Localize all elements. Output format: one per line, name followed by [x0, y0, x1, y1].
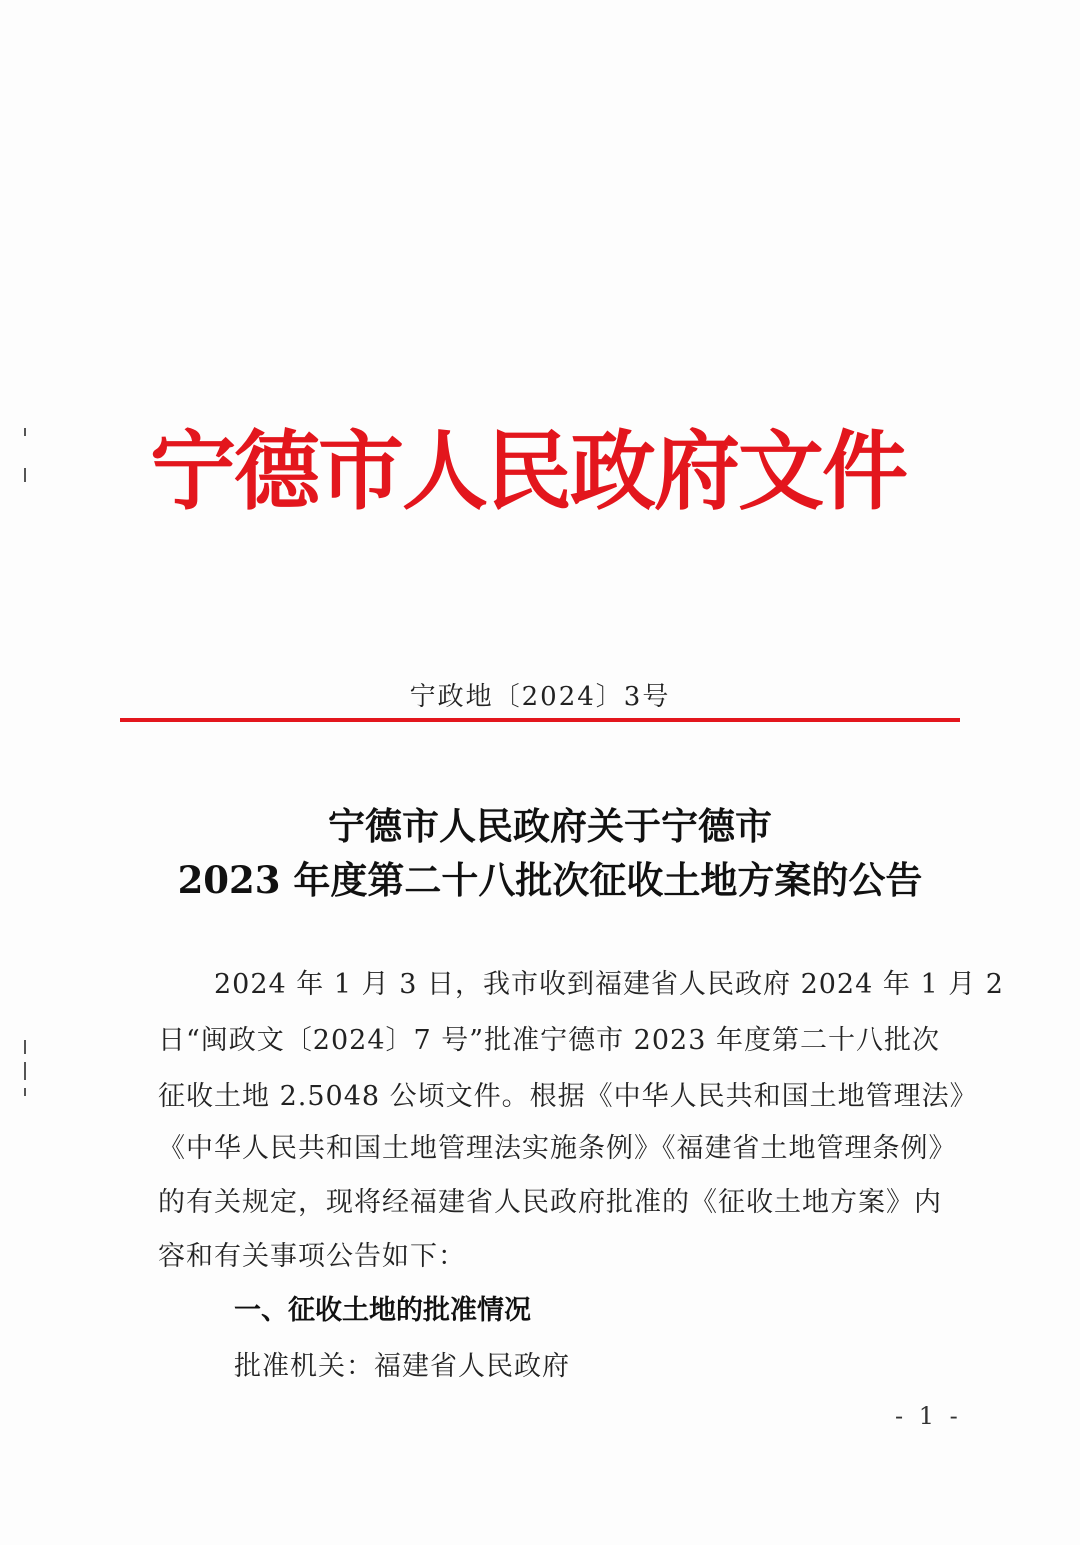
body-line-1: 2024 年 1 月 3 日，我市收到福建省人民政府 2024 年 1 月 2 [158, 969, 1004, 1000]
body-line-2: 日“闽政文〔2024〕7 号”批准宁德市 2023 年度第二十八批次 [158, 1025, 940, 1056]
body-line-5: 的有关规定，现将经福建省人民政府批准的《征收土地方案》内 [158, 1187, 942, 1218]
binding-mark-top [24, 428, 26, 436]
title-line-1: 宁德市人民政府关于宁德市 [328, 804, 772, 848]
title-line-2: 2023 年度第二十八批次征收土地方案的公告 [177, 858, 923, 902]
red-separator-line [120, 718, 960, 722]
document-masthead: 宁德市人民政府文件 [150, 421, 906, 522]
body-line-3: 征收土地 2.5048 公顷文件。根据《中华人民共和国土地管理法》 [158, 1081, 978, 1112]
approval-authority: 批准机关：福建省人民政府 [234, 1351, 570, 1382]
binding-mark-bottom-2 [24, 1062, 26, 1080]
section-heading-1: 一、征收土地的批准情况 [234, 1295, 531, 1326]
page-number: - 1 - [895, 1402, 962, 1430]
document-number: 宁政地〔2024〕3号 [409, 682, 671, 712]
binding-mark-bottom-3 [24, 1088, 26, 1096]
body-line-6: 容和有关事项公告如下： [158, 1241, 466, 1272]
binding-mark-top-2 [24, 468, 26, 482]
binding-mark-bottom [24, 1040, 26, 1054]
body-line-4: 《中华人民共和国土地管理法实施条例》《福建省土地管理条例》 [158, 1133, 957, 1164]
